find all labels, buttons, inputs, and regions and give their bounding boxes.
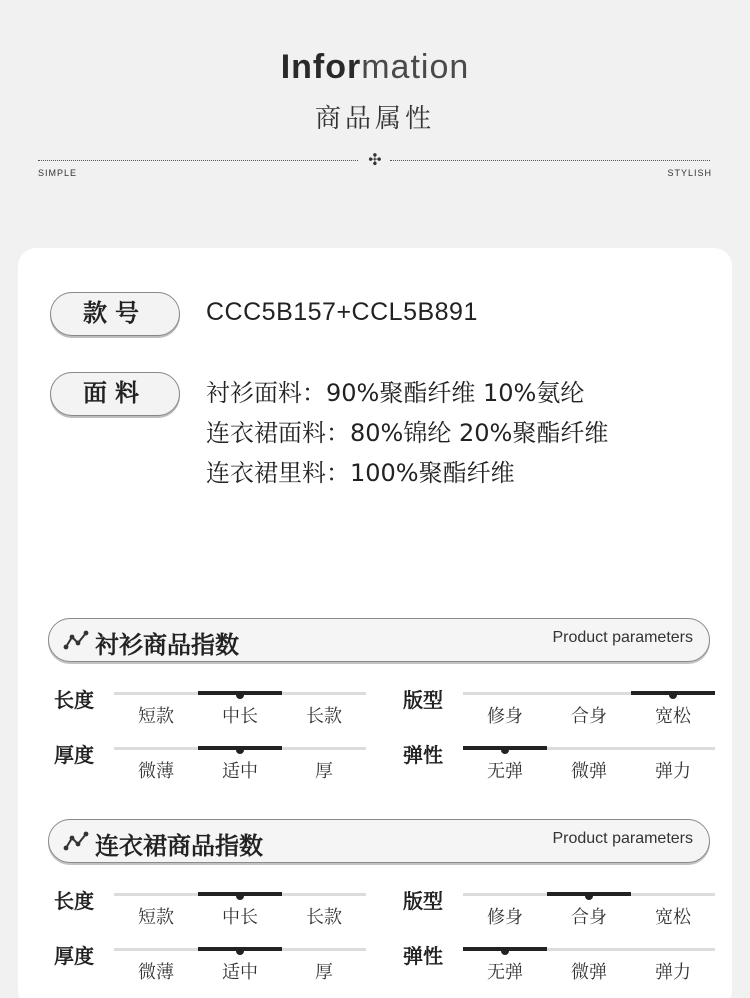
trend-line-icon — [63, 629, 89, 651]
fabric-label-pill: 面料 — [50, 372, 180, 416]
scale-option: 微薄 — [138, 761, 174, 782]
scale-option: 适中 — [222, 962, 258, 983]
title-en-light: mation — [361, 48, 470, 86]
scale-option: 修身 — [487, 907, 523, 928]
scale-option: 长款 — [306, 907, 342, 928]
header — [0, 0, 750, 200]
scale-track — [463, 893, 715, 896]
scale-marker-dot — [501, 947, 509, 955]
scale-marker-dot — [585, 892, 593, 900]
model-label-pill: 款号 — [50, 292, 180, 336]
scale-track — [114, 893, 366, 896]
scale-row — [54, 684, 384, 734]
info-card — [18, 248, 732, 998]
scale-option: 无弹 — [487, 761, 523, 782]
scale-option: 短款 — [138, 907, 174, 928]
fabric-lines — [206, 376, 608, 496]
scale-label: 长度 — [54, 889, 94, 913]
divider-left — [38, 160, 358, 161]
scale-option: 弹力 — [655, 761, 691, 782]
scale-row — [54, 885, 384, 935]
scale-option: 微薄 — [138, 962, 174, 983]
scale-option: 微弹 — [571, 761, 607, 782]
section-title: 连衣裙商品指数 — [95, 832, 263, 860]
model-value: CCC5B157+CCL5B891 — [206, 298, 478, 326]
scale-label: 版型 — [403, 688, 443, 712]
scale-row — [54, 739, 384, 789]
scale-row — [403, 885, 733, 935]
divider-right — [390, 160, 710, 161]
scale-option: 无弹 — [487, 962, 523, 983]
scale-track — [114, 948, 366, 951]
scale-marker-dot — [669, 691, 677, 699]
scale-marker-dot — [236, 746, 244, 754]
title-en-bold: Infor — [280, 48, 362, 86]
scale-option: 短款 — [138, 706, 174, 727]
section-header-shirt — [48, 618, 710, 662]
scale-option: 厚 — [315, 761, 333, 782]
tag-simple: SIMPLE — [38, 168, 78, 178]
scale-option: 合身 — [571, 907, 607, 928]
scale-marker-dot — [501, 746, 509, 754]
section-subtitle: Product parameters — [552, 830, 693, 847]
scale-label: 长度 — [54, 688, 94, 712]
scale-label: 弹性 — [403, 743, 443, 767]
scale-option: 弹力 — [655, 962, 691, 983]
scale-option: 修身 — [487, 706, 523, 727]
scale-track — [463, 692, 715, 695]
scale-row — [403, 940, 733, 990]
scale-row — [54, 940, 384, 990]
scale-option: 微弹 — [571, 962, 607, 983]
scale-row — [403, 684, 733, 734]
section-subtitle: Product parameters — [552, 629, 693, 646]
section-header-dress — [48, 819, 710, 863]
scale-option: 合身 — [571, 706, 607, 727]
scale-row — [403, 739, 733, 789]
scale-label: 厚度 — [54, 743, 94, 767]
scale-label: 厚度 — [54, 944, 94, 968]
section-title: 衬衫商品指数 — [95, 631, 239, 659]
fabric-line: 衬衫面料：90%聚酯纤维 10%氨纶 — [206, 379, 585, 407]
fabric-line: 连衣裙面料：80%锦纶 20%聚酯纤维 — [206, 419, 609, 447]
scale-option: 宽松 — [655, 907, 691, 928]
scale-option: 适中 — [222, 761, 258, 782]
ornament-icon: ✣ — [368, 150, 382, 169]
trend-line-icon — [63, 830, 89, 852]
scale-track — [463, 747, 715, 750]
page-title-cn: 商品属性 — [314, 104, 435, 134]
page-title-en — [0, 48, 750, 87]
scale-track — [114, 692, 366, 695]
scale-label: 弹性 — [403, 944, 443, 968]
scale-label: 版型 — [403, 889, 443, 913]
scale-option: 中长 — [222, 706, 258, 727]
scale-option: 厚 — [315, 962, 333, 983]
scale-marker-dot — [236, 691, 244, 699]
scale-option: 中长 — [222, 907, 258, 928]
scale-option: 宽松 — [655, 706, 691, 727]
fabric-line: 连衣裙里料：100%聚酯纤维 — [206, 459, 515, 487]
scale-track — [463, 948, 715, 951]
tag-stylish: STYLISH — [667, 168, 712, 178]
scale-option: 长款 — [306, 706, 342, 727]
scale-track — [114, 747, 366, 750]
scale-marker-dot — [236, 892, 244, 900]
scale-marker-dot — [236, 947, 244, 955]
